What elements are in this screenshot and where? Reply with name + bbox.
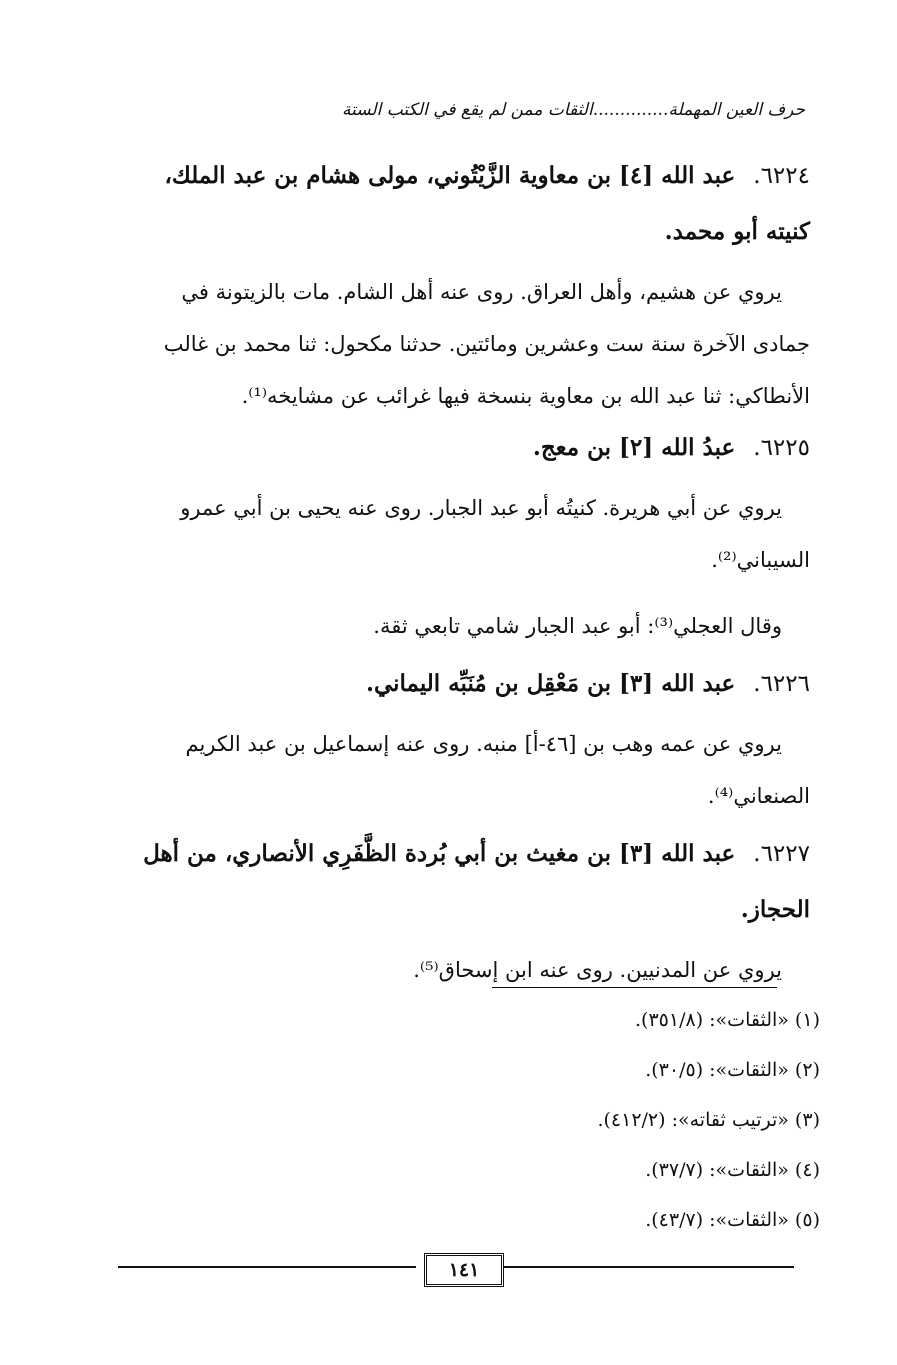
page-rule-right	[503, 1266, 794, 1268]
entry-text	[125, 266, 810, 422]
entry-heading	[125, 826, 810, 938]
entry-number: ٦٢٢٤.	[753, 163, 810, 189]
entry-paragraph: يروي عن أبي هريرة. كنيتُه أبو عبد الجبار. روى عنه يحيى بن أبي عمرو السيباني⁽²⁾.	[180, 496, 810, 572]
entry-number: ٦٢٢٧.	[753, 841, 810, 867]
entry-number: ٦٢٢٦.	[753, 671, 810, 697]
entry-6224	[125, 148, 810, 422]
footnote-1: (١) «الثقات»: (٣٥١/٨).	[635, 1009, 820, 1031]
entry-heading	[125, 420, 810, 476]
entry-title: عبد الله [٣] بن مَعْقِل بن مُنَبِّه اليماني.	[365, 670, 736, 697]
running-header: حرف العين المهملة..............الثقات ممن لم يقع في الكتب الستة	[342, 100, 805, 120]
footnote-2: (٢) «الثقات»: (٣٠/٥).	[645, 1059, 820, 1081]
footnote-3: (٣) «ترتيب ثقاته»: (٤١٢/٢).	[597, 1109, 820, 1131]
entry-title: عبد الله [٣] بن مغيث بن أبي بُردة الظَّفَرِي الأنصاري، من أهل الحجاز.	[143, 840, 810, 923]
entry-heading	[125, 656, 810, 712]
entry-paragraph: يروي عن عمه وهب بن [٤٦-أ] منبه. روى عنه إسماعيل بن عبد الكريم الصنعاني⁽⁴⁾.	[185, 732, 810, 808]
entry-6226	[125, 656, 810, 822]
footnote-divider	[492, 987, 777, 988]
entry-6225	[125, 420, 810, 652]
footnote-4: (٤) «الثقات»: (٣٧/٧).	[645, 1159, 820, 1181]
entry-title: عبد الله [٤] بن معاوية الزَّيْتُوني، مولى هشام بن عبد الملك، كنيته أبو محمد.	[164, 162, 810, 245]
entry-number: ٦٢٢٥.	[753, 435, 810, 461]
entry-text	[125, 482, 810, 652]
entry-title: عبدُ الله [٢] بن معج.	[532, 434, 736, 461]
entry-text	[125, 718, 810, 822]
entry-6227	[125, 826, 810, 996]
footnote-5: (٥) «الثقات»: (٤٣/٧).	[645, 1209, 820, 1231]
entry-paragraph: يروي عن هشيم، وأهل العراق. روى عنه أهل الشام. مات بالزيتونة في جمادى الآخرة سنة ست وعشرين ومائتين. حدثنا مكحول: ثنا محمد بن غالب الأنطاكي: ثنا عبد الله بن معاوية بنسخة فيها غرائب عن مشايخه⁽¹⁾.	[163, 280, 810, 408]
entry-text	[125, 944, 810, 996]
entry-paragraph: وقال العجلي⁽³⁾: أبو عبد الجبار شامي تابعي ثقة.	[373, 614, 782, 638]
page-number: ١٤١	[424, 1253, 504, 1287]
entry-paragraph: يروي عن المدنيين. روى عنه ابن إسحاق⁽⁵⁾.	[413, 958, 782, 982]
entry-heading	[125, 148, 810, 260]
page-number-bar	[118, 1253, 794, 1293]
page-rule-left	[118, 1266, 416, 1268]
footnotes	[300, 1000, 820, 1250]
